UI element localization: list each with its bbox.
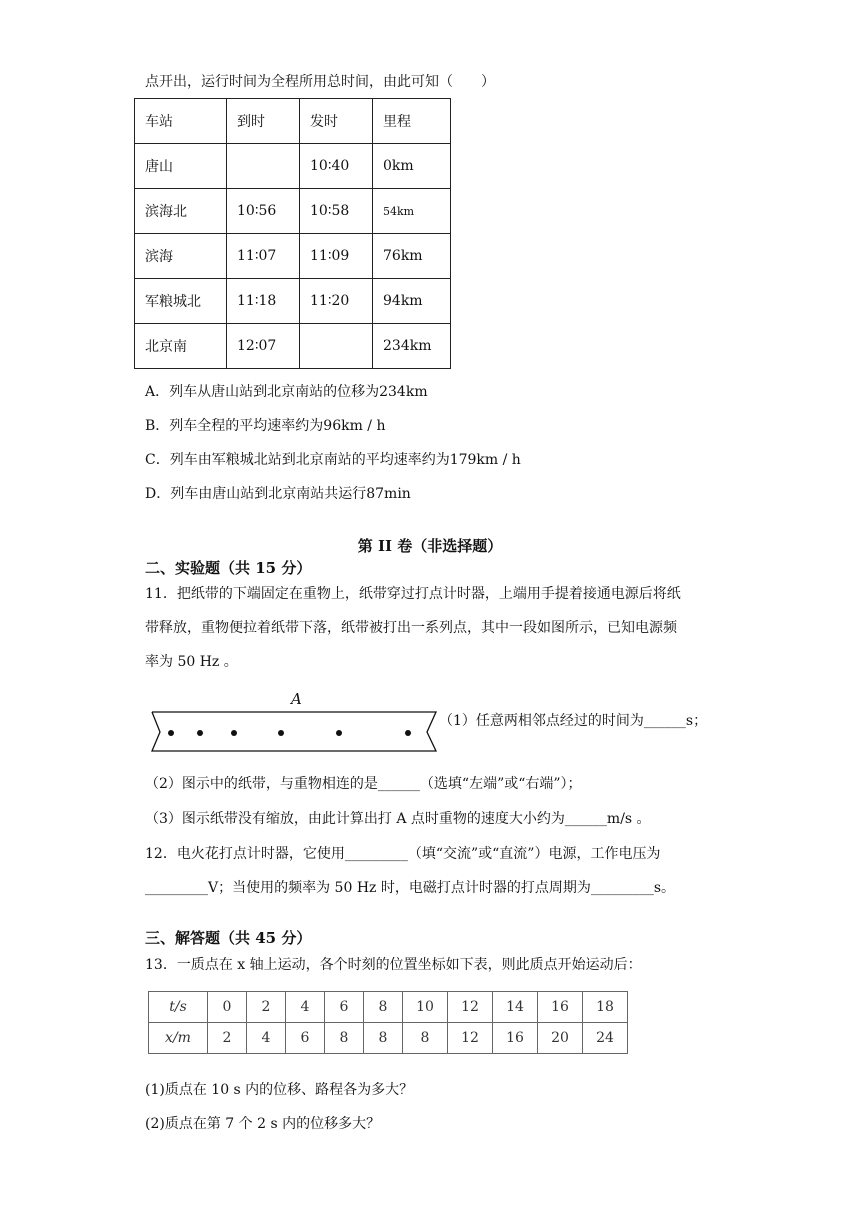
table-cell: 54km (373, 189, 451, 234)
table-cell: 10∶58 (300, 189, 373, 234)
table-cell: 12 (448, 992, 493, 1023)
q12-line-2: _________V；当使用的频率为 50 Hz 时，电磁打点计时器的打点周期为_________s。 (145, 880, 676, 896)
table-cell: 11∶20 (300, 279, 373, 324)
table-row (149, 992, 628, 1023)
part-two-title: 第 II 卷（非选择题） (357, 537, 503, 555)
table-cell: 10 (403, 992, 448, 1023)
table-cell: 16 (493, 1023, 538, 1054)
table-cell: 8 (364, 1023, 403, 1054)
table-cell: 11∶18 (227, 279, 300, 324)
table-row (135, 144, 451, 189)
table-cell: 8 (364, 992, 403, 1023)
table-cell (227, 144, 300, 189)
header-cell: 发时 (300, 99, 373, 144)
table-cell: 北京南 (135, 324, 227, 369)
table-row (135, 324, 451, 369)
table-cell: 234km (373, 324, 451, 369)
table-cell: 6 (286, 1023, 325, 1054)
option-d[interactable]: D．列车由唐山站到北京南站共运行87min (145, 486, 411, 502)
table-cell: 20 (538, 1023, 583, 1054)
table-row (135, 234, 451, 279)
table-cell: 10∶56 (227, 189, 300, 234)
paper-tape-figure (150, 688, 450, 758)
tape-dot (278, 730, 284, 736)
table-row (135, 189, 451, 234)
table-cell: 8 (325, 1023, 364, 1054)
table-cell: 0km (373, 144, 451, 189)
table-row (135, 279, 451, 324)
table-cell: 12∶07 (227, 324, 300, 369)
table-cell: 0 (208, 992, 247, 1023)
tape-dot (197, 730, 203, 736)
table-cell: 4 (286, 992, 325, 1023)
table-cell: 2 (247, 992, 286, 1023)
q11-line-1: 11．把纸带的下端固定在重物上，纸带穿过打点计时器，上端用手提着接通电源后将纸 (145, 586, 681, 602)
q11-sub-1: （1）任意两相邻点经过的时间为______s； (439, 713, 708, 729)
table-cell: 10∶40 (300, 144, 373, 189)
table-header-row (135, 99, 451, 144)
q11-line-3: 率为 50 Hz 。 (145, 654, 238, 670)
q13-sub-1: (1)质点在 10 s 内的位移、路程各为多大？ (145, 1082, 414, 1098)
header-cell: 里程 (373, 99, 451, 144)
table-cell: 军粮城北 (135, 279, 227, 324)
question-intro-line: 点开出，运行时间为全程所用总时间，由此可知（ ） (145, 74, 495, 90)
table-cell: 24 (583, 1023, 628, 1054)
table-cell: 滨海北 (135, 189, 227, 234)
table-cell: 8 (403, 1023, 448, 1054)
table-cell: 2 (208, 1023, 247, 1054)
q11-sub-2: （2）图示中的纸带，与重物相连的是______（选填“左端”或“右端”）； (145, 776, 582, 792)
option-c[interactable]: C．列车由军粮城北站到北京南站的平均速率约为179km / h (145, 452, 521, 468)
table-cell: 6 (325, 992, 364, 1023)
table-row (149, 1023, 628, 1054)
table-cell: 唐山 (135, 144, 227, 189)
tape-dot (336, 730, 342, 736)
section-three-title: 三、解答题（共 45 分） (145, 929, 312, 947)
tape-dot (231, 730, 237, 736)
q11-sub-3: （3）图示纸带没有缩放，由此计算出打 A 点时重物的速度大小约为______m/s 。 (145, 811, 651, 827)
option-a[interactable]: A．列车从唐山站到北京南站的位移为234km (145, 384, 428, 400)
table-cell: 18 (583, 992, 628, 1023)
header-cell: 车站 (135, 99, 227, 144)
position-time-table (148, 991, 628, 1054)
table-cell: 76km (373, 234, 451, 279)
table-cell: 11∶09 (300, 234, 373, 279)
q11-line-2: 带释放，重物便拉着纸带下落，纸带被打出一系列点，其中一段如图所示，已知电源频 (145, 620, 677, 636)
table-cell: 11∶07 (227, 234, 300, 279)
table-cell: 94km (373, 279, 451, 324)
q12-line-1: 12．电火花打点计时器，它使用_________（填“交流”或“直流”）电源，工作电压为 (145, 846, 661, 862)
train-schedule-table (134, 98, 451, 369)
table-cell (300, 324, 373, 369)
table-cell: 16 (538, 992, 583, 1023)
point-a-label: A (291, 690, 302, 708)
x-header-cell: x/m (149, 1023, 208, 1054)
tape-dot (405, 730, 411, 736)
table-cell: 4 (247, 1023, 286, 1054)
tape-dot (168, 730, 174, 736)
option-b[interactable]: B．列车全程的平均速率约为96km / h (145, 418, 386, 434)
header-cell: 到时 (227, 99, 300, 144)
q13-sub-2: (2)质点在第 7 个 2 s 内的位移多大？ (145, 1116, 381, 1132)
table-cell: 14 (493, 992, 538, 1023)
t-header-cell: t/s (149, 992, 208, 1023)
table-cell: 滨海 (135, 234, 227, 279)
table-cell: 12 (448, 1023, 493, 1054)
q13-line-1: 13．一质点在 x 轴上运动，各个时刻的位置坐标如下表，则此质点开始运动后： (145, 957, 642, 973)
section-two-title: 二、实验题（共 15 分） (145, 559, 312, 577)
